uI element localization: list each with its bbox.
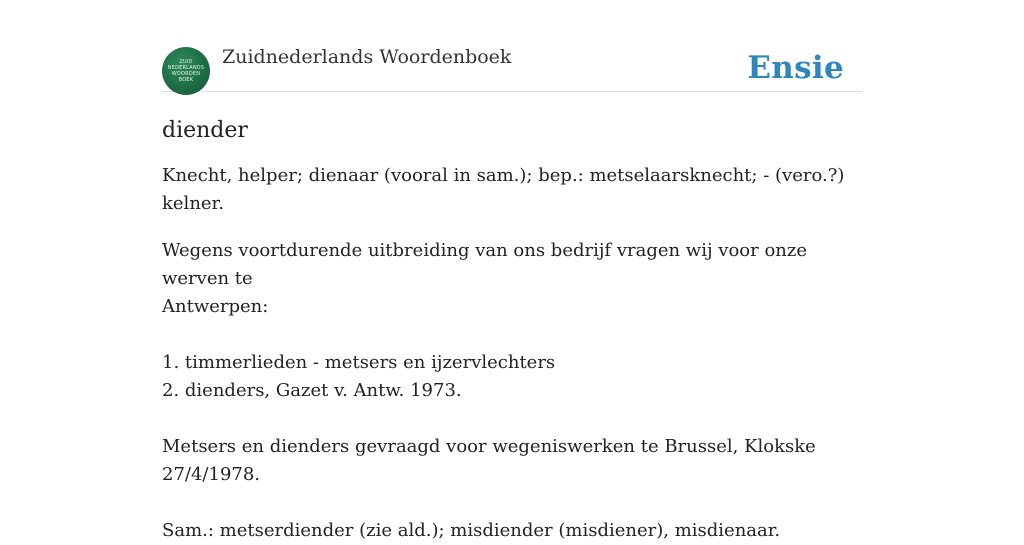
logo-line: ZUID <box>179 59 193 65</box>
logo-line: WOORDEN <box>171 71 201 77</box>
spacer <box>162 405 862 433</box>
brand-logo[interactable]: Ensie <box>747 50 844 86</box>
entry-card <box>162 44 862 545</box>
example-line: Antwerpen: <box>162 296 269 317</box>
entry-definition: Knecht, helper; dienaar (vooral in sam.); bep.: metselaarsknecht; - (vero.?) kelner. <box>162 165 845 214</box>
spacer <box>162 321 862 349</box>
source-name-link[interactable]: Zuidnederlands Woordenboek <box>222 46 512 68</box>
example-line: Metsers en dienders gevraagd voor wegeniswerken te Brussel, Klokske 27/4/1978. <box>162 436 816 485</box>
logo-line: NEDERLANDS <box>167 65 205 71</box>
source-logo[interactable] <box>162 47 210 95</box>
compounds-line: Sam.: metserdiender (zie ald.); misdiender (misdiener), misdienaar. <box>162 520 781 541</box>
entry-headword: diender <box>162 118 248 143</box>
entry-examples <box>162 237 862 545</box>
example-line: 2. dienders, Gazet v. Antw. 1973. <box>162 380 462 401</box>
spacer <box>162 489 862 517</box>
logo-line: BOEK <box>178 77 194 83</box>
entry-header <box>162 44 862 92</box>
example-line: Wegens voortdurende uitbreiding van ons bedrijf vragen wij voor onze werven te <box>162 240 808 289</box>
example-line: 1. timmerlieden - metsers en ijzervlechters <box>162 352 556 373</box>
